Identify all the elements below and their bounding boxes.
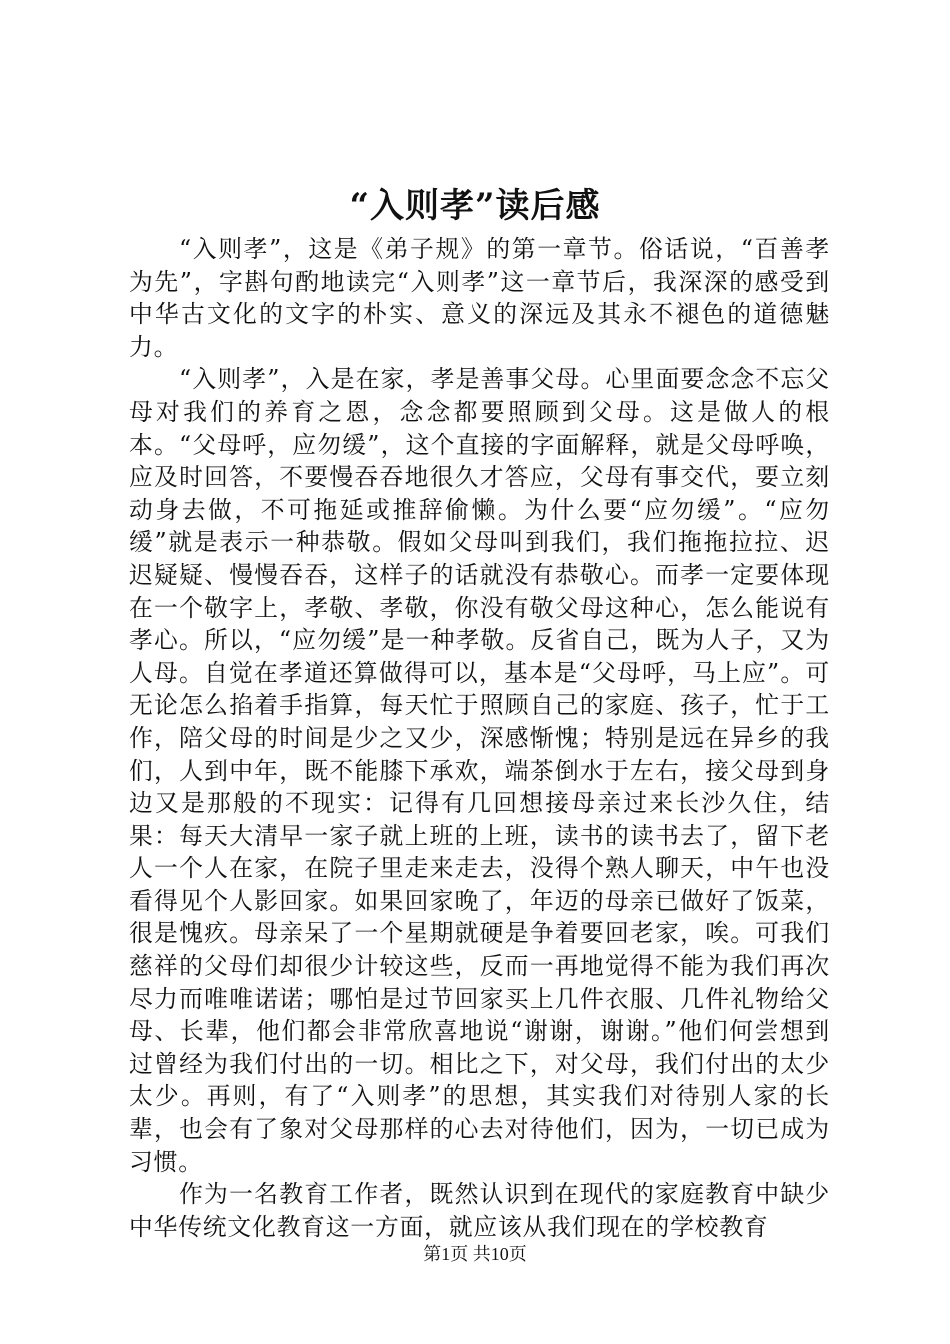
paragraph-2: “入则孝”，入是在家，孝是善事父母。心里面要念念不忘父母对我们的养育之恩，念念都要照顾到父母。这是做人的根本。“父母呼，应勿缓”，这个直接的字面解释，就是父母呼唤，应及时回答，不要慢吞吞地很久才答应，父母有事交代，要立刻动身去做，不可拖延或推辞偷懒。为什么要“应勿缓”。“应勿缓”就是表示一种恭敬。假如父母叫到我们，我们拖拖拉拉、迟迟疑疑、慢慢吞吞，这样子的话就没有恭敬心。而孝一定要体现在一个敬字上，孝敬、孝敬，你没有敬父母这种心，怎么能说有孝心。所以，“应勿缓”是一种孝敬。反省自己，既为人子，又为人母。自觉在孝道还算做得可以，基本是“父母呼，马上应”。可无论怎么掐着手指算，每天忙于照顾自己的家庭、孩子，忙于工作，陪父母的时间是少之又少，深感惭愧；特别是远在异乡的我们，人到中年，既不能膝下承欢，端茶倒水于左右，接父母到身边又是那般的不现实：记得有几回想接母亲过来长沙久住，结果：每天大清早一家子就上班的上班，读书的读书去了，留下老人一个人在家，在院子里走来走去，没得个熟人聊天，中午也没看得见个人影回家。如果回家晚了，年迈的母亲已做好了饭菜，很是愧疚。母亲呆了一个星期就硬是争着要回老家，唉。可我们慈祥的父母们却很少计较这些，反而一再地觉得不能为我们再次尽力而唯唯诺诺；哪怕是过节回家买上几件衣服、几件礼物给父母、长辈，他们都会非常欣喜地说“谢谢，谢谢。”他们何尝想到过曾经为我们付出的一切。相比之下，对父母，我们付出的太少太少。再则，有了“入则孝”的思想，其实我们对待别人家的长辈，也会有了象对父母那样的心去对待他们，因为，一切已成为习惯。 (129, 365, 830, 1176)
page-number: 第1页 (423, 1244, 469, 1264)
document-title: “入则孝”读后感 (349, 186, 601, 226)
paragraph-3: 作为一名教育工作者，既然认识到在现代的家庭教育中缺少中华传统文化教育这一方面，就应该从我们现在的学校教育 (129, 1180, 830, 1241)
page-footer (0, 1241, 950, 1267)
document-body (129, 233, 830, 1243)
paragraph-1: “入则孝”，这是《弟子规》的第一章节。俗话说，“百善孝为先”，字斟句酌地读完“入则孝”这一章节后，我深深的感受到中华古文化的文字的朴实、意义的深远及其永不褪色的道德魅力。 (129, 235, 830, 361)
page-total: 共10页 (472, 1244, 527, 1264)
